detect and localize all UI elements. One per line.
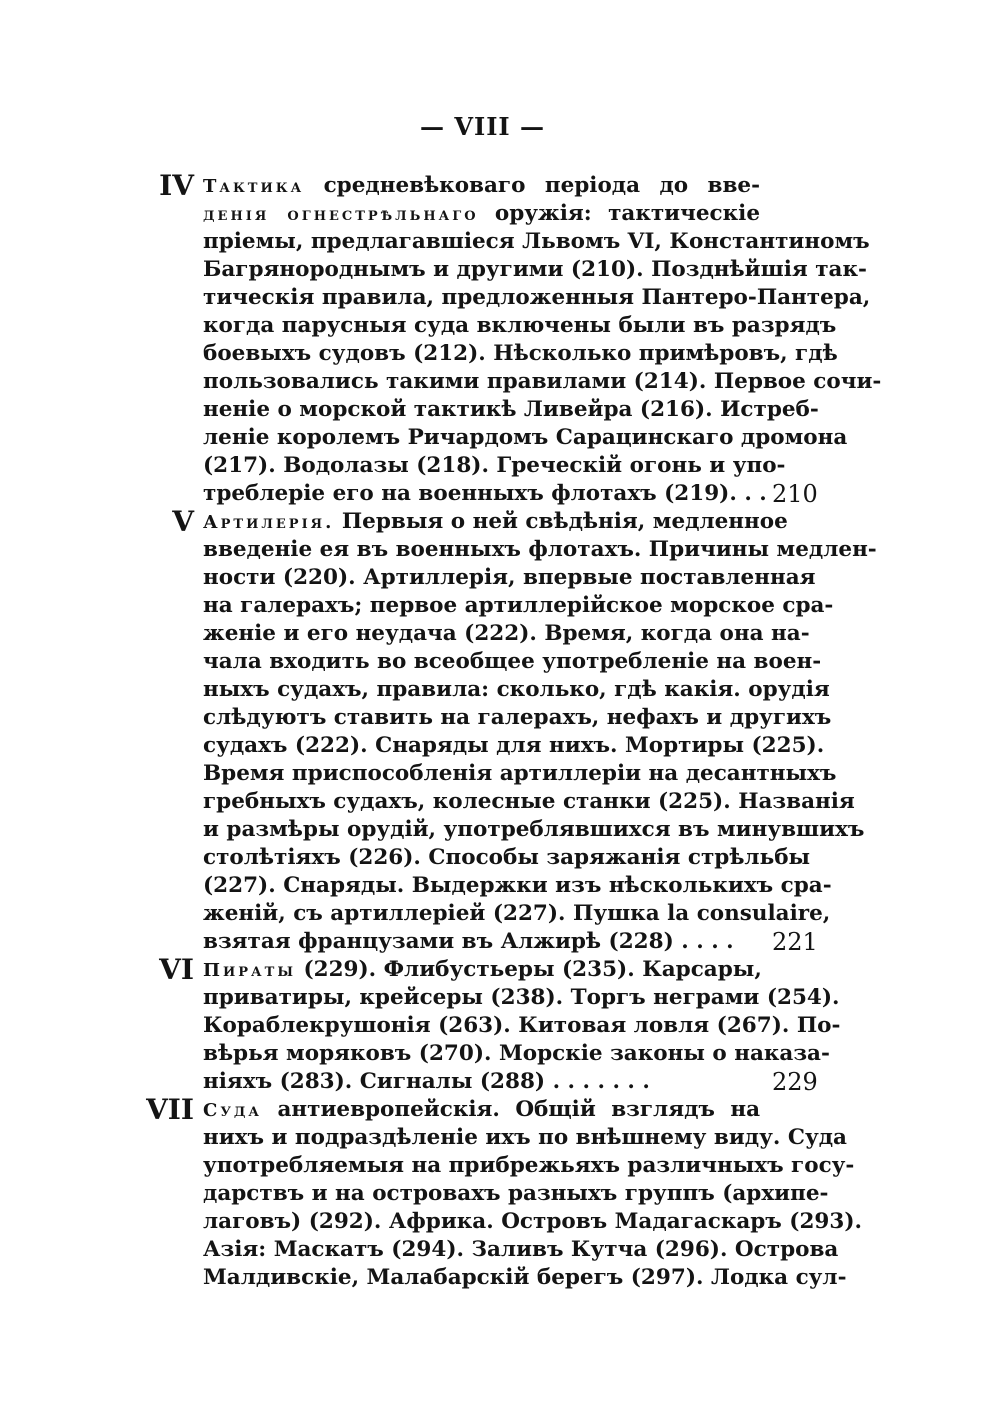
page-number-header: — VIII — (419, 112, 545, 141)
toc-entry-line: когда парусныя суда включены были въ разрядъ (203, 313, 837, 338)
toc-entry-line: (227). Снаряды. Выдержки изъ нѣсколькихъ сра- (203, 873, 832, 898)
chapter-title: Пираты (203, 960, 296, 981)
chapter-title: Тактика (203, 176, 305, 197)
toc-entry-line: ности (220). Артиллерія, впервые поставленная (203, 565, 816, 590)
toc-entry-line: тическія правила, предложенныя Пантеро-Пантера, (203, 285, 871, 310)
toc-entry-line: ныхъ судахъ, правила: сколько, гдѣ какія. орудія (203, 677, 830, 702)
toc-entry-line: приватиры, крейсеры (238). Торгъ неграми (254). (203, 985, 840, 1010)
chapter-number: VI (159, 953, 194, 986)
toc-entry-line: вѣрья моряковъ (270). Морскіе законы о наказа- (203, 1041, 830, 1066)
toc-entry-line: введеніе ея въ военныхъ флотахъ. Причины медлен- (203, 537, 877, 562)
toc-entry-line: чала входить во всеобщее употребленіе на воен- (203, 649, 822, 674)
toc-entry-line: Азія: Маскатъ (294). Заливъ Кутча (296). Острова (203, 1237, 839, 1262)
toc-entry-line: женіе и его неудача (222). Время, когда она на- (203, 621, 810, 646)
toc-entry-line: употребляемыя на прибрежьяхъ различныхъ госу- (203, 1153, 855, 1178)
toc-entry-line: Малдивскіе, Малабарскій берегъ (297). Лодка сул- (203, 1265, 847, 1290)
toc-entry-line: леніе королемъ Ричардомъ Сарацинскаго дромона (203, 425, 848, 450)
toc-entry-line: слѣдуютъ ставить на галерахъ, нефахъ и другихъ (203, 705, 832, 730)
page-reference: 229 (772, 1068, 818, 1096)
toc-entry-line: Тактика средневѣковаго періода до вве- (203, 173, 760, 198)
toc-entry-line: на галерахъ; первое артиллерійское морское сра- (203, 593, 834, 618)
toc-entry-line: ніяхъ (283). Сигналы (288) . . . . . . . (203, 1069, 650, 1094)
chapter-number: IV (159, 169, 194, 202)
toc-entry-line: Время приспособленія артиллеріи на десантныхъ (203, 761, 837, 786)
toc-entry-line: денія огнестрѣльнаго оружія: тактическіе (203, 201, 760, 226)
toc-entry-line: столѣтіяхъ (226). Способы заряжанія стрѣльбы (203, 845, 811, 870)
toc-entry-line: и размѣры орудій, употреблявшихся въ минувшихъ (203, 817, 865, 842)
toc-entry-line: взятая французами въ Алжирѣ (228) . . . . (203, 929, 734, 954)
chapter-title: денія огнестрѣльнаго (203, 204, 479, 225)
toc-entry-line: нихъ и подраздѣленіе ихъ по внѣшнему виду. Суда (203, 1125, 847, 1150)
toc-entry-line: лаговъ) (292). Африка. Островъ Мадагаскаръ (293). (203, 1209, 862, 1234)
toc-entry-line: Суда антиевропейскія. Общій взглядъ на (203, 1097, 760, 1122)
toc-entry-line: гребныхъ судахъ, колесные станки (225). Названія (203, 789, 855, 814)
toc-entry-line: неніе о морской тактикѣ Ливейра (216). Истреб- (203, 397, 819, 422)
chapter-title: Суда (203, 1100, 263, 1121)
toc-entry-line: женій, съ артиллеріей (227). Пушка la consulaire, (203, 901, 831, 926)
toc-entry-line: пріемы, предлагавшіеся Львомъ VI, Константиномъ (203, 229, 870, 254)
page-reference: 210 (772, 480, 818, 508)
chapter-number: V (172, 505, 194, 538)
chapter-title: Артилерія. (203, 512, 335, 533)
page-reference: 221 (772, 928, 818, 956)
chapter-number: VII (146, 1093, 194, 1126)
toc-entry-line: Артилерія. Первыя о ней свѣдѣнія, медленное (203, 509, 788, 534)
toc-entry-line: Багрянороднымъ и другими (210). Позднѣйшія так- (203, 257, 867, 282)
toc-entry-line: боевыхъ судовъ (212). Нѣсколько примѣровъ, гдѣ (203, 341, 838, 366)
toc-entry-line: треблеріе его на военныхъ флотахъ (219). . . (203, 481, 767, 506)
toc-entry-line: дарствъ и на островахъ разныхъ группъ (архипе- (203, 1181, 829, 1206)
toc-entry-line: Кораблекрушонія (263). Китовая ловля (267). По- (203, 1013, 841, 1038)
toc-entry-line: пользовались такими правилами (214). Первое сочи- (203, 369, 882, 394)
toc-entry-line: Пираты (229). Флибустьеры (235). Карсары, (203, 957, 762, 982)
toc-entry-line: (217). Водолазы (218). Греческій огонь и упо- (203, 453, 786, 478)
toc-entry-line: судахъ (222). Снаряды для нихъ. Мортиры (225). (203, 733, 825, 758)
